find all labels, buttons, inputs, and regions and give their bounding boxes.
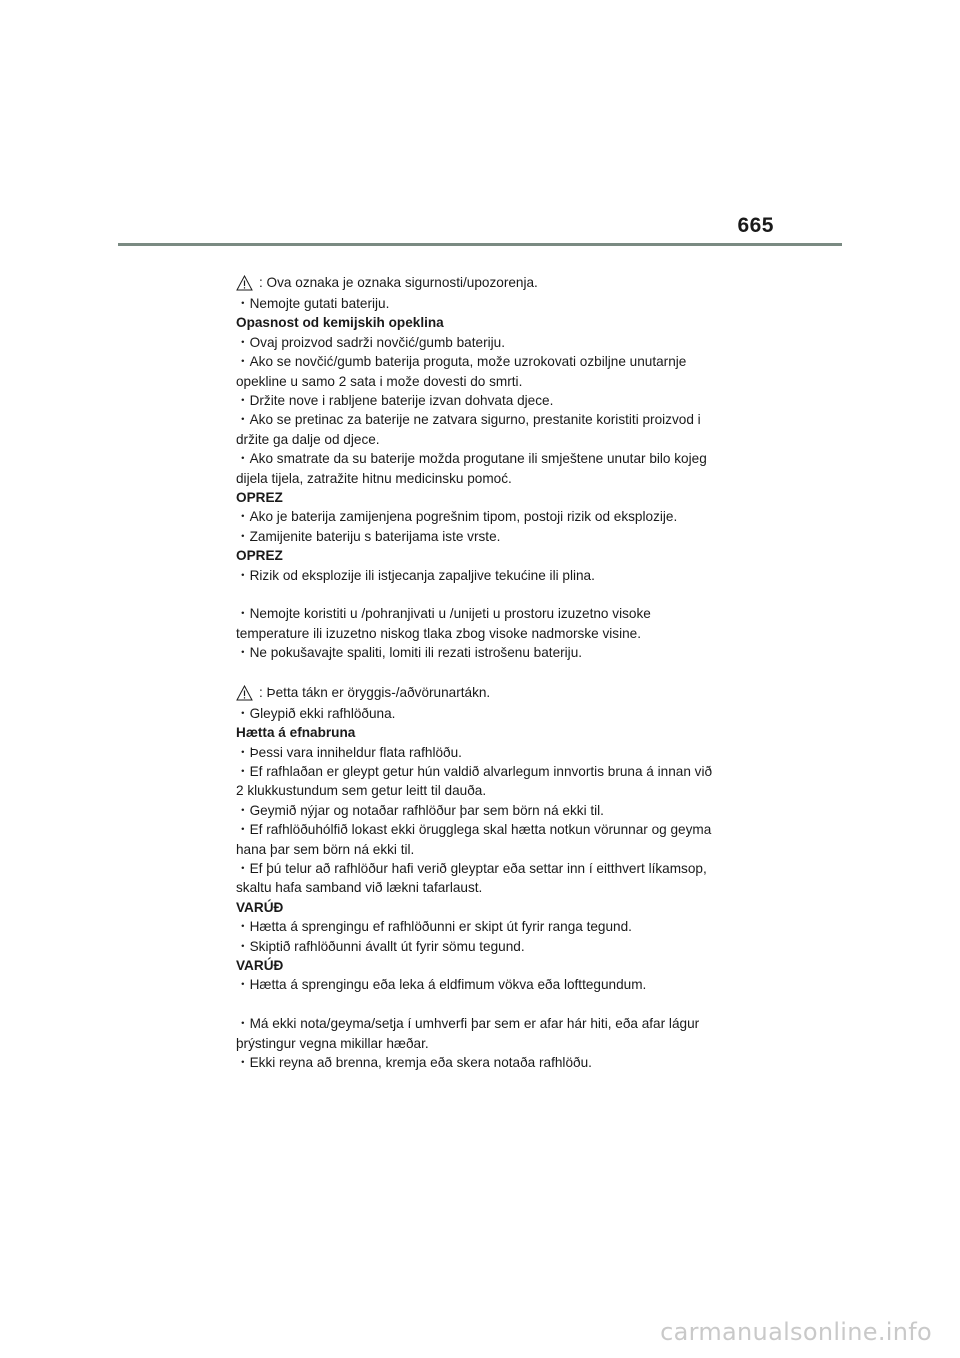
text-line: ・Držite nove i rabljene baterije izvan dohvata djece. — [236, 393, 554, 409]
icelandic-section — [236, 704, 726, 1073]
text-line: ・Má ekki nota/geyma/setja í umhverfi þar sem er afar hár hiti, eða afar lágur — [236, 1016, 700, 1032]
text-line: ・Skiptið rafhlöðunni ávallt út fyrir sömu tegund. — [236, 938, 525, 954]
text-line: ・Zamijenite bateriju s baterijama iste vrste. — [236, 528, 501, 544]
icelandic-warning-text: : Þetta tákn er öryggis-/aðvörunartákn. — [259, 685, 491, 700]
document-body — [236, 272, 726, 1072]
croatian-warning-line — [236, 272, 726, 294]
section-heading: OPREZ — [236, 490, 283, 506]
text-line: ・Ne pokušavajte spaliti, lomiti ili rezati istrošenu bateriju. — [236, 645, 583, 661]
text-line: ・Ako se novčić/gumb baterija proguta, može uzrokovati ozbiljne unutarnje — [236, 354, 687, 370]
text-line: þrýstingur vegna mikillar hæðar. — [236, 1035, 429, 1051]
section-heading: VARÚÐ — [236, 899, 284, 915]
text-line: ・Rizik od eksplozije ili istjecanja zapaljive tekućine ili plina. — [236, 567, 595, 583]
text-line: hana þar sem börn ná ekki til. — [236, 841, 415, 857]
text-line: ・Ako je baterija zamijenjena pogrešnim tipom, postoji rizik od eksplozije. — [236, 509, 678, 525]
text-line: ・Geymið nýjar og notaðar rafhlöður þar sem börn ná ekki til. — [236, 802, 604, 818]
text-line: ・Þessi vara inniheldur flata rafhlöðu. — [236, 744, 462, 760]
blank-line — [236, 585, 726, 604]
text-line: ・Ef þú telur að rafhlöður hafi verið gleyptar eða settar inn í eitthvert líkamsop, — [236, 860, 707, 876]
section-heading: OPREZ — [236, 548, 283, 564]
section-heading: VARÚÐ — [236, 957, 284, 973]
page-number: 665 — [737, 214, 774, 237]
text-line: ・Hætta á sprengingu ef rafhlöðunni er skipt út fyrir ranga tegund. — [236, 919, 632, 935]
text-line: 2 klukkustundum sem getur leitt til dauða. — [236, 783, 487, 799]
text-line: ・Ako smatrate da su baterije možda progutane ili smještene unutar bilo kojeg — [236, 451, 707, 467]
text-line: držite ga dalje od djece. — [236, 431, 380, 447]
text-line: ・Nemojte gutati bateriju. — [236, 296, 390, 311]
croatian-section — [236, 294, 726, 663]
text-line: ・Ako se pretinac za baterije ne zatvara sigurno, prestanite koristiti proizvod i — [236, 412, 701, 428]
blank-line — [236, 995, 726, 1014]
text-line: opekline u samo 2 sata i može dovesti do smrti. — [236, 373, 523, 389]
warning-triangle-icon — [236, 685, 253, 701]
text-line: ・Gleypið ekki rafhlöðuna. — [236, 705, 396, 721]
text-line: ・Hætta á sprengingu eða leka á eldfimum vökva eða lofttegundum. — [236, 977, 647, 993]
text-line: ・Ovaj proizvod sadrži novčić/gumb bateriju. — [236, 334, 505, 350]
text-line: ・Ekki reyna að brenna, kremja eða skera notaða rafhlöðu. — [236, 1055, 592, 1070]
header-rule — [118, 243, 842, 246]
text-line: temperature ili izuzetno niskog tlaka zbog visoke nadmorske visine. — [236, 625, 641, 641]
watermark-text: carmanualsonline.info — [660, 1318, 932, 1346]
icelandic-warning-line — [236, 682, 726, 704]
text-line: skaltu hafa samband við lækni tafarlaust. — [236, 880, 483, 896]
croatian-warning-text: : Ova oznaka je oznaka sigurnosti/upozorenja. — [259, 275, 538, 291]
section-heading: Hætta á efnabruna — [236, 725, 356, 741]
text-line: ・Nemojte koristiti u /pohranjivati u /unijeti u prostoru izuzetno visoke — [236, 606, 651, 622]
warning-triangle-icon — [236, 275, 253, 291]
text-line: dijela tijela, zatražite hitnu medicinsku pomoć. — [236, 470, 512, 486]
text-line: ・Ef rafhlöðuhólfið lokast ekki örugglega skal hætta notkun vörunnar og geyma — [236, 822, 712, 838]
section-divider — [236, 663, 726, 682]
section-heading: Opasnost od kemijskih opeklina — [236, 315, 444, 331]
text-line: ・Ef rafhlaðan er gleypt getur hún valdið alvarlegum innvortis bruna á innan við — [236, 763, 713, 779]
